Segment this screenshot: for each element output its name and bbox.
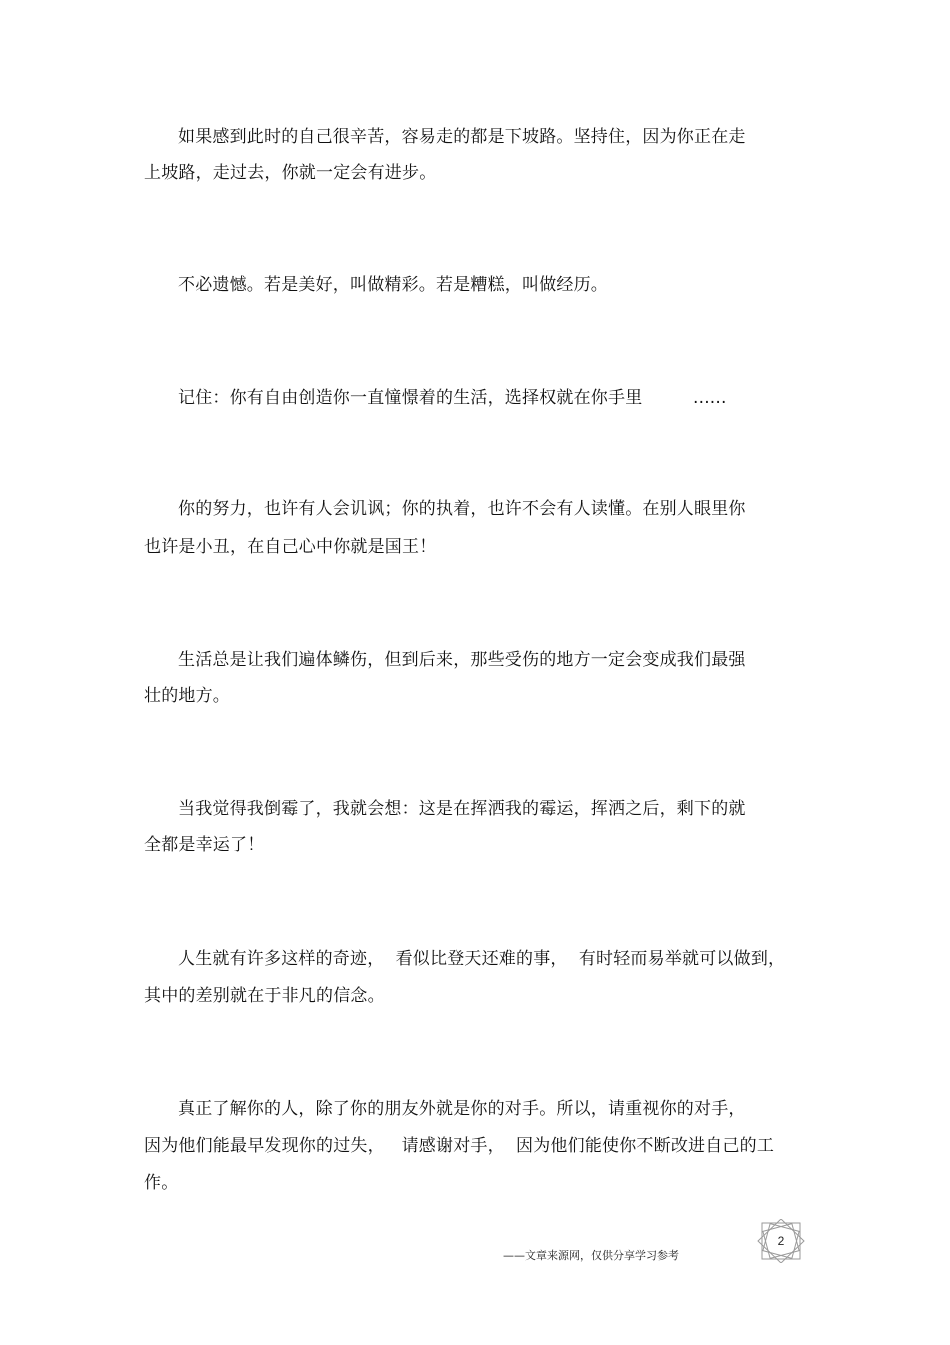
paragraph-7-line-2: 其中的差别就在于非凡的信念。 <box>144 986 385 1006</box>
paragraph-5-line-1: 生活总是让我们遍体鳞伤，但到后来，那些受伤的地方一定会变成我们最强 <box>178 650 746 670</box>
paragraph-6-line-2: 全都是幸运了！ <box>144 835 265 855</box>
paragraph-3-ellipsis: ...... <box>693 388 727 408</box>
page-number: 2 <box>777 1234 785 1248</box>
paragraph-8-line-2: 因为他们能最早发现你的过失， 请感谢对手， 因为他们能使你不断改进自己的工 <box>144 1136 775 1156</box>
paragraph-7-line-1: 人生就有许多这样的奇迹， 看似比登天还难的事， 有时轻而易举就可以做到， <box>178 949 786 969</box>
page-number-badge <box>756 1219 806 1263</box>
paragraph-1-line-2: 上坡路，走过去，你就一定会有进步。 <box>144 163 437 183</box>
footer-source-note: ——文章来源网，仅供分享学习参考 <box>503 1249 679 1262</box>
paragraph-4-line-1: 你的努力，也许有人会讥讽；你的执着，也许不会有人读懂。在别人眼里你 <box>178 499 746 519</box>
paragraph-8-line-1: 真正了解你的人，除了你的朋友外就是你的对手。所以，请重视你的对手， <box>178 1099 746 1119</box>
paragraph-3-line-1: 记住：你有自由创造你一直憧憬着的生活，选择权就在你手里 <box>178 388 643 408</box>
paragraph-1-line-1: 如果感到此时的自己很辛苦，容易走的都是下坡路。坚持住，因为你正在走 <box>178 127 746 147</box>
paragraph-5-line-2: 壮的地方。 <box>144 686 230 706</box>
paragraph-6-line-1: 当我觉得我倒霉了，我就会想：这是在挥洒我的霉运，挥洒之后，剩下的就 <box>178 799 746 819</box>
paragraph-2-line-1: 不必遗憾。若是美好，叫做精彩。若是糟糕，叫做经历。 <box>178 275 608 295</box>
paragraph-8-line-3: 作。 <box>144 1173 179 1193</box>
paragraph-4-line-2: 也许是小丑，在自己心中你就是国王！ <box>144 537 437 557</box>
